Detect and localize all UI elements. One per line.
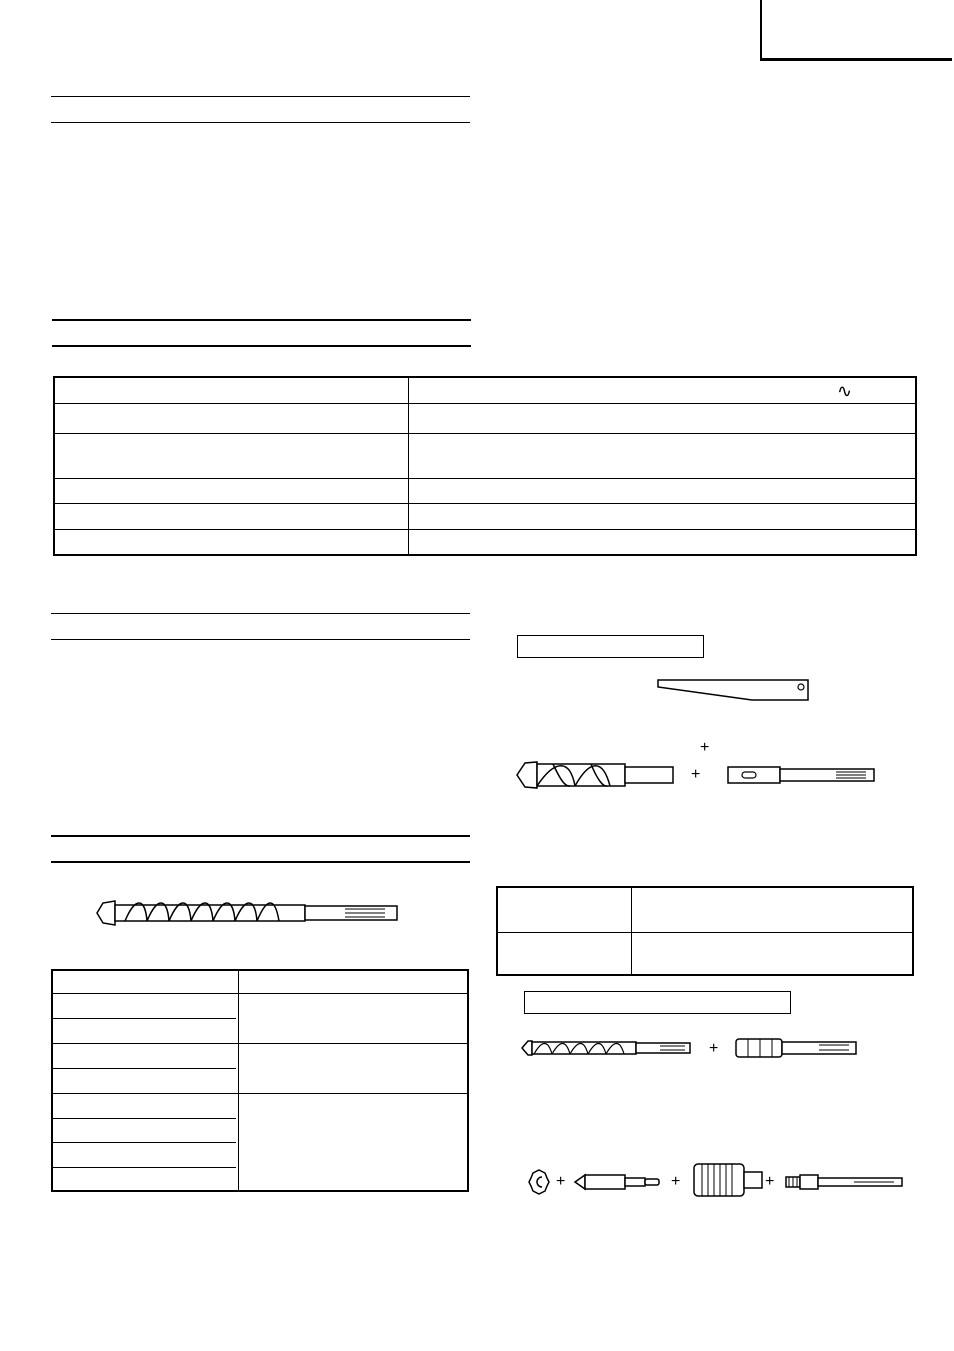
table-row-divider	[55, 403, 915, 404]
table-row-divider	[55, 433, 915, 434]
section-rule-bottom	[51, 122, 470, 123]
tapered-shank-adapter-icon	[726, 765, 878, 785]
section-rule-top	[51, 613, 470, 614]
chuck-adapter-icon	[734, 1036, 860, 1060]
ac-symbol: ∿	[837, 381, 853, 401]
specifications-rule-bottom	[52, 345, 471, 347]
table-row-divider	[53, 1043, 467, 1044]
section-rule-top	[51, 96, 470, 97]
table-row-divider	[55, 478, 915, 479]
drill-bit-icon	[95, 895, 401, 931]
specifications-rule-top	[52, 319, 471, 321]
cotter-icon	[527, 1168, 551, 1196]
drill-bit-icon	[515, 759, 677, 791]
drill-bit-size-table	[496, 886, 914, 976]
accessory-label-box	[517, 635, 704, 658]
section-rule-top	[51, 835, 470, 837]
section-rule-bottom	[51, 861, 470, 863]
cotter-icon	[656, 677, 812, 703]
table-column-divider	[238, 971, 239, 1190]
drill-bit-table	[51, 969, 469, 1192]
specifications-table	[53, 376, 917, 556]
table-row-divider	[53, 993, 467, 994]
plus-sign: +	[671, 1173, 681, 1190]
table-row-divider	[53, 1167, 236, 1168]
section-rule-bottom	[51, 639, 470, 640]
table-row-divider	[53, 1068, 236, 1069]
language-tab	[760, 0, 952, 61]
plus-sign: +	[765, 1173, 775, 1190]
plus-sign: +	[691, 766, 701, 783]
rod-drill-bit-icon	[520, 1037, 694, 1059]
table-row-divider	[53, 1118, 236, 1119]
table-row-divider	[55, 503, 915, 504]
plus-sign: +	[700, 739, 710, 756]
table-row-divider	[498, 932, 912, 933]
accessory-label-box	[524, 991, 791, 1014]
table-row-divider	[53, 1142, 236, 1143]
core-bit-shank-icon	[784, 1172, 906, 1192]
core-bit-center-pin-icon	[573, 1172, 663, 1192]
plus-sign: +	[709, 1040, 719, 1057]
table-row-divider	[53, 1093, 467, 1094]
plus-sign: +	[556, 1173, 566, 1190]
table-column-divider	[408, 378, 409, 554]
table-row-divider	[55, 529, 915, 530]
table-column-divider	[631, 888, 632, 974]
core-bit-icon	[690, 1160, 766, 1200]
table-row-divider	[53, 1018, 236, 1019]
